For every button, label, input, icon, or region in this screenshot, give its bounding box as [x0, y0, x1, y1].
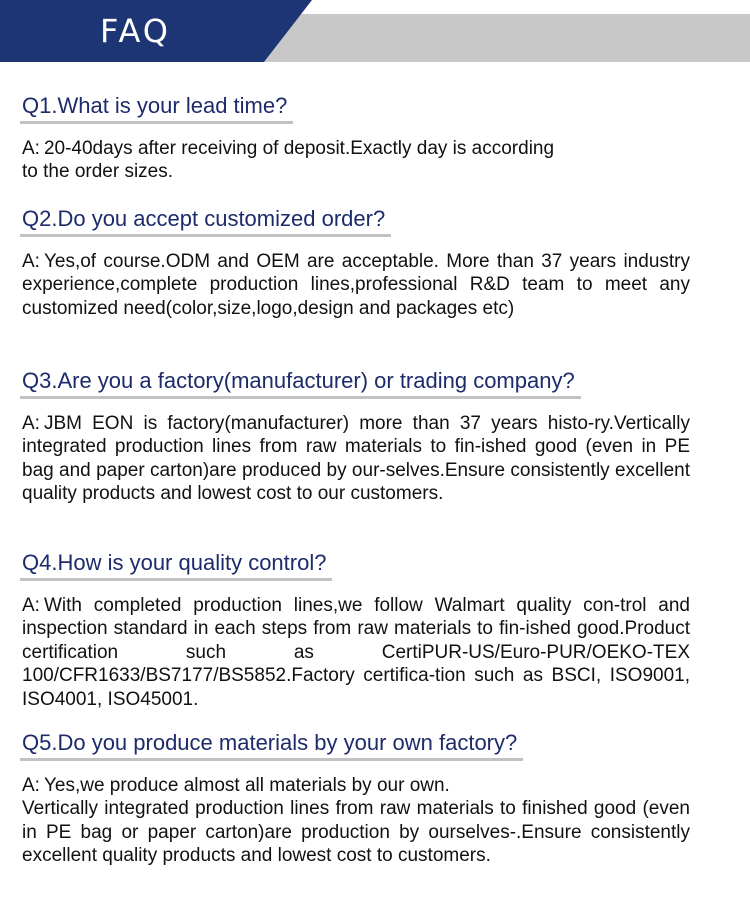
faq-question: Q5.Do you produce materials by your own factory? [22, 730, 517, 758]
answer-text: Yes,we produce almost all materials by our own. Vertically integrated production lines from raw materials to finished good (even in PE bag or paper carton)are production by ourselves-.Ensure consistently excellent quality products and lowest cost to customers. [22, 775, 690, 867]
faq-question: Q2.Do you accept customized order? [22, 206, 385, 234]
faq-item-5 [22, 730, 690, 868]
answer-label: A: [22, 138, 40, 159]
faq-answer [22, 250, 690, 320]
answer-text: With completed production lines,we follow Walmart quality con-trol and inspection standard in each steps from raw materials to fin-ished good.Product certification such as CertiPUR-US/Euro-PUR/OEKO-TEX 100/CFR1633/BS7177/BS5852.Factory certifica-tion such as BSCI, ISO9001, ISO4001, ISO45001. [22, 595, 690, 710]
faq-item-1 [22, 93, 690, 184]
answer-label: A: [22, 595, 40, 616]
answer-label: A: [22, 251, 40, 272]
faq-question: Q3.Are you a factory(manufacturer) or trading company? [22, 368, 575, 396]
faq-answer [22, 774, 690, 868]
faq-answer [22, 594, 690, 711]
faq-item-4 [22, 550, 690, 711]
answer-text: JBM EON is factory(manufacturer) more than 37 years histo-ry.Vertically integrated production lines from raw materials to fin-ished good (even in PE bag and paper carton)are produced by our-selves.Ensure consistently excellent quality products and lowest cost to our customers. [22, 413, 690, 505]
faq-answer [22, 137, 690, 184]
faq-answer [22, 412, 690, 506]
answer-text: Yes,of course.ODM and OEM are acceptable. More than 37 years industry experience,complete production lines,professional R&D team to meet any customized need(color,size,logo,design and packages etc) [22, 251, 690, 319]
banner-gray-band [262, 14, 750, 62]
faq-banner [0, 0, 750, 62]
faq-question: Q4.How is your quality control? [22, 550, 326, 578]
faq-item-2 [22, 206, 690, 320]
answer-text: 20-40days after receiving of deposit.Exactly day is according to the order sizes. [22, 138, 555, 183]
faq-question: Q1.What is your lead time? [22, 93, 287, 121]
banner-title: FAQ [100, 12, 171, 50]
answer-label: A: [22, 775, 40, 796]
answer-label: A: [22, 413, 40, 434]
faq-item-3 [22, 368, 690, 506]
